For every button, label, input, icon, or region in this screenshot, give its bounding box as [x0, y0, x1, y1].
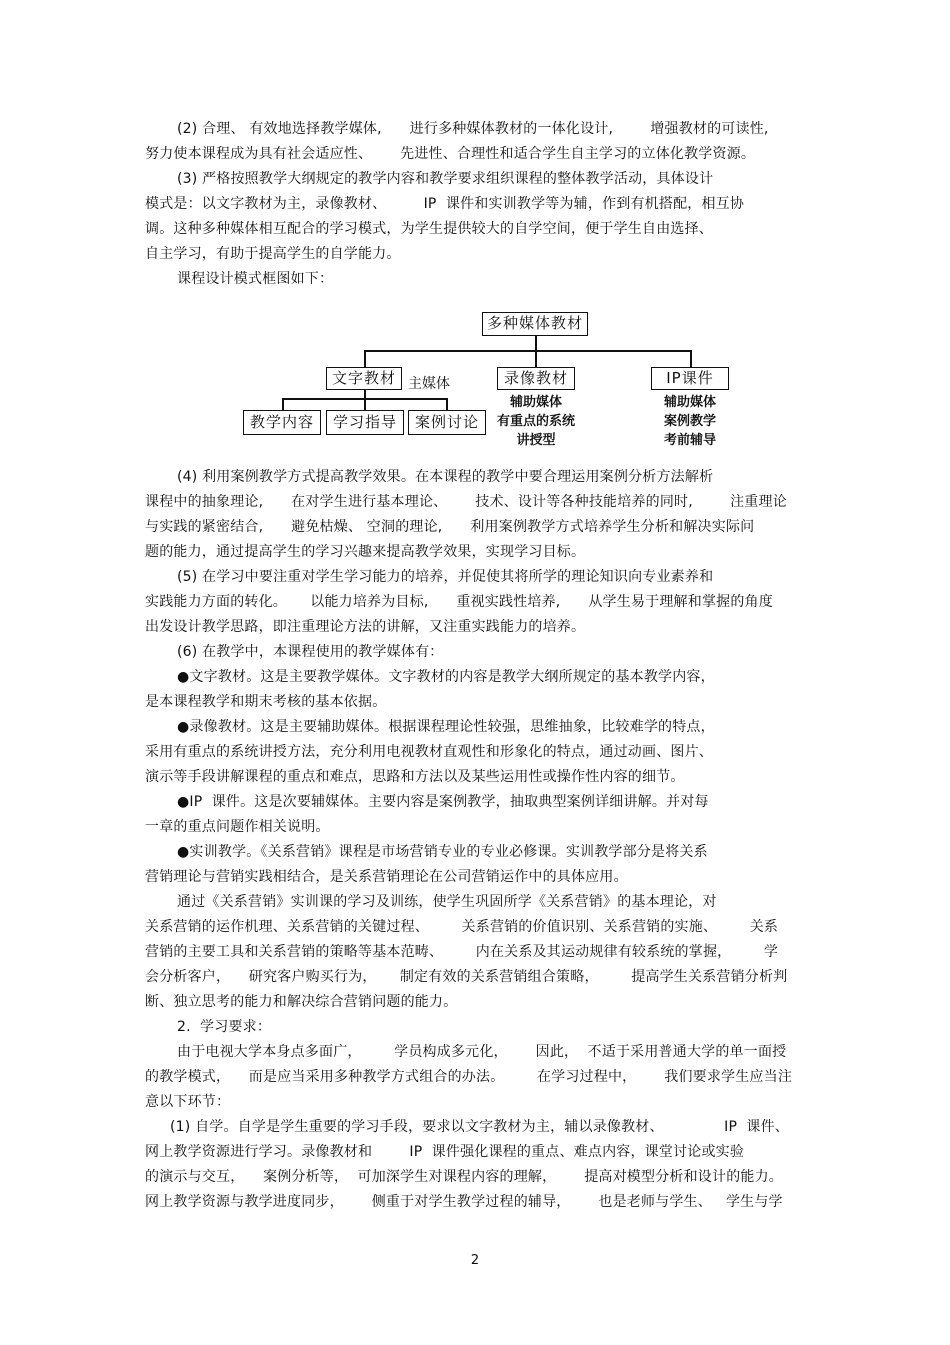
learning-guide-box: 学习指导: [326, 410, 404, 435]
text-line: 题的能力，通过提高学生的学习兴趣来提高教学效果，实现学习目标。: [145, 544, 586, 560]
text-line: 网上教学资源与教学进度同步， 侧重于对学生教学过程的辅导， 也是老师与学生、 学生与学: [145, 1194, 783, 1210]
text-line: 调。这种多种媒体相互配合的学习模式，为学生提供较大的自学空间，便于学生自由选择、: [145, 221, 713, 237]
connector: [446, 398, 448, 410]
connector: [364, 398, 366, 410]
text-line: (2) 合理、 有效地选择教学媒体, 进行多种媒体教材的一体化设计, 增强教材的可读性,: [177, 121, 769, 137]
video-material-box: 录像教材: [497, 367, 575, 390]
text-line: 营销理论与营销实践相结合，是关系营销理论在公司营销运作中的具体应用。: [145, 869, 628, 885]
text-line: 采用有重点的系统讲授方法，充分利用电视教材直观性和形象化的特点，通过动画、图片、: [145, 744, 713, 760]
text-line: 出发设计教学思路，即注重理论方法的讲解，又注重实践能力的培养。: [145, 619, 586, 635]
connector: [364, 350, 691, 352]
connector: [282, 398, 284, 410]
text-line: 与实践的紧密结合, 避免枯燥、 空洞的理论, 利用案例教学方式培养学生分析和解决实际问: [145, 519, 755, 535]
text-line: 课程中的抽象理论, 在对学生进行基本理论、 技术、设计等各种技能培养的同时, 注重理论: [145, 494, 787, 510]
text-material-note: 主媒体: [408, 376, 450, 392]
text-line: 通过《关系营销》实训课的学习及训练，使学生巩固所学《关系营销》的基本理论，对: [177, 894, 717, 910]
text-line: 断、独立思考的能力和解决综合营销问题的能力。: [145, 994, 458, 1010]
text-line: ●录像教材。这是主要辅助媒体。根据课程理论性较强，思维抽象，比较难学的特点，: [177, 719, 715, 735]
text-line: 模式是：以文字教材为主，录像教材、 IP 课件和实训教学等为辅，作到有机搭配，相互协: [145, 196, 745, 212]
section-heading: 2. 学习要求：: [177, 1019, 272, 1035]
ip-courseware-note: 辅助媒体 案例教学 考前辅导: [663, 395, 716, 448]
case-discussion-box: 案例讨论: [408, 410, 486, 435]
text-line: 的演示与交互， 案例分析等， 可加深学生对课程内容的理解， 提高对模型分析和设计的能力。: [145, 1169, 783, 1185]
text-line: 关系营销的运作机理、关系营销的关键过程、 关系营销的价值识别、关系营销的实施、 关系: [145, 919, 779, 935]
text-line: 一章的重点问题作相关说明。: [145, 819, 330, 835]
text-line: ●实训教学。《关系营销》课程是市场营销专业的专业必修课。实训教学部分是将关系: [177, 844, 708, 860]
text-line: 自主学习，有助于提高学生的自学能力。: [145, 246, 401, 262]
connector: [535, 350, 537, 368]
root-box: 多种媒体教材: [482, 312, 588, 336]
page-number: 2: [470, 1253, 480, 1268]
text-material-box: 文字教材: [326, 367, 402, 390]
ip-courseware-box: IP课件: [651, 367, 729, 390]
text-line: ●文字教材。这是主要教学媒体。文字教材的内容是教学大纲所规定的基本教学内容，: [177, 669, 715, 685]
text-line: 会分析客户， 研究客户购买行为， 制定有效的关系营销组合策略， 提高学生关系营销分析判: [145, 969, 788, 985]
text-line: (5) 在学习中要注重对学生学习能力的培养，并促使其将所学的理论知识向专业素养和: [177, 569, 714, 585]
text-line: 是本课程教学和期末考核的基本依据。: [145, 694, 387, 710]
text-line: ●IP 课件。这是次要辅媒体。主要内容是案例教学，抽取典型案例详细讲解。并对每: [177, 794, 709, 810]
connector: [690, 350, 692, 368]
text-line: 努力使本课程成为具有社会适应性、 先进性、合理性和适合学生自主学习的立体化教学资源。: [145, 146, 756, 162]
text-line: (1) 自学。自学是学生重要的学习手段，要求以文字教材为主，辅以录像教材、 IP 课件、: [170, 1119, 790, 1135]
text-line: 营销的主要工具和关系营销的策略等基本范畴、 内在关系及其运动规律有较系统的掌握， 学: [145, 944, 779, 960]
text-line: (6) 在教学中，本课程使用的教学媒体有：: [177, 644, 444, 660]
text-line: 意以下环节：: [145, 1094, 231, 1110]
text-line: 网上教学资源进行学习。录像教材和 IP 课件强化课程的重点、难点内容，课堂讨论或实验: [145, 1144, 745, 1160]
text-line: 课程设计模式框图如下：: [177, 271, 334, 287]
text-line: 演示等手段讲解课程的重点和难点，思路和方法以及某些运用性或操作性内容的细节。: [145, 769, 685, 785]
video-material-note: 辅助媒体 有重点的系统 讲授型: [496, 395, 575, 448]
teaching-content-box: 教学内容: [243, 410, 321, 435]
connector: [364, 350, 366, 368]
text-line: 的教学模式， 而是应当采用多种教学方式组合的办法。 在学习过程中， 我们要求学生应当注: [145, 1069, 793, 1085]
text-line: 由于电视大学本身点多面广， 学员构成多元化， 因此， 不适于采用普通大学的单一面授: [177, 1044, 787, 1060]
connector: [535, 335, 537, 351]
text-line: (4) 利用案例教学方式提高教学效果。在本课程的教学中要合理运用案例分析方法解析: [177, 469, 714, 485]
text-line: (3) 严格按照教学大纲规定的教学内容和教学要求组织课程的整体教学活动，具体设计: [177, 171, 714, 187]
text-line: 实践能力方面的转化。 以能力培养为目标, 重视实践性培养, 从学生易于理解和掌握的角度: [145, 594, 773, 610]
